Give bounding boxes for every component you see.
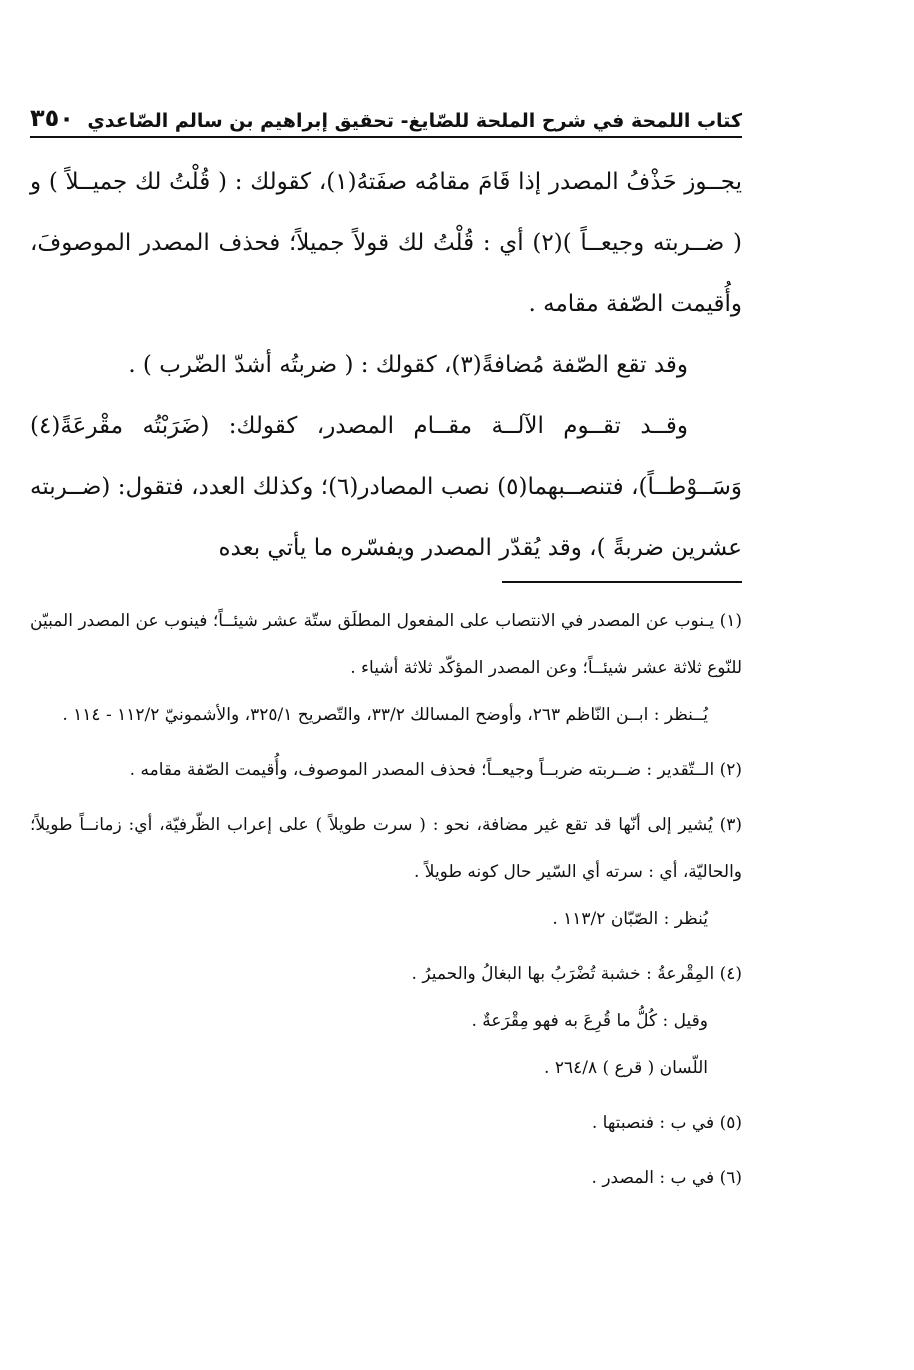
footnote-line: يُــنظر : ابــن النّاظم ٢٦٣، وأوضح المسالك ٣٣/٢، والتّصريح ٣٢٥/١، والأشمونيّ ١١٢/٢ - ١١٤ . [62, 705, 708, 725]
footnote-6 [30, 1155, 742, 1202]
footnote-line: (٤) المِقْرعةُ : خشبة تُضْرَبُ بها البغالُ والحميرُ . [411, 964, 742, 984]
footnote-5 [30, 1100, 742, 1147]
footnote-line: وقيل : كُلُّ ما قُرِعَ به فهو مِقْرَعةٌ . [471, 1011, 708, 1031]
paragraph: يجــوز حَذْفُ المصدر إذا قَامَ مقامُه صفَتهُ(١)، كقولك : ( قُلْتُ لك جميــلاً ) و ( ضــربته وجيعــاً )(٢) أي : قُلْتُ لك قولاً جميلاً؛ فحذف المصدر الموصوفَ، وأُقيمت الصّفة مقامه . [30, 169, 742, 317]
paragraph: وقد تقع الصّفة مُضافةً(٣)، كقولك : ( ضربتُه أشدّ الضّرب ) . [128, 352, 688, 378]
footnote-4 [30, 951, 742, 1092]
page-number: ٣٥٠ [30, 104, 74, 132]
footnote-1 [30, 598, 742, 739]
footnote-line: (٢) الــتّقدير : ضــربته ضربــاً وجيعــاً؛ فحذف المصدر الموصوف، وأُقيمت الصّفة مقامه . [129, 760, 742, 780]
footnote-line: (٥) في ب : فنصبتها . [591, 1113, 742, 1133]
footnotes [30, 598, 742, 1210]
footnote-line: (٦) في ب : المصدر . [591, 1168, 742, 1188]
footnote-line: اللّسان ( قرع ) ٢٦٤/٨ . [544, 1058, 708, 1078]
footnote-line: (١) يـنوب عن المصدر في الانتصاب على المفعول المطلَق ستّة عشر شيئــاً؛ فينوب عن المصدر المبيّن للنّوع ثلاثة عشر شيئــاً؛ وعن المصدر المؤكّد ثلاثة أشياء . [30, 611, 742, 678]
footnote-line: (٣) يُشير إلى أنّها قد تقع غير مضافة، نحو : ( سرت طويلاً ) على إعراب الظّرفيّة، أي: زمانــاً طويلاً؛ والحاليّة، أي : سرته أي السّير حال كونه طويلاً . [30, 815, 742, 882]
footnote-line: يُنظر : الصّبّان ١١٣/٢ . [552, 909, 708, 929]
header-title: كتاب اللمحة في شرح الملحة للصّايغ- تحقيق إبراهيم بن سالم الصّاعدي [87, 110, 742, 132]
footnote-3 [30, 802, 742, 943]
running-header [30, 104, 742, 138]
footnote-2 [30, 747, 742, 794]
main-text [30, 152, 742, 579]
paragraph: وقــد تقــوم الآلــة مقــام المصدر، كقولك: (ضَرَبْتُه مقْرعَةً(٤) وَسَــوْطــاً)، فتنصــبهما(٥) نصب المصادر(٦)؛ وكذلك العدد، فتقول: (ضــربته عشرين ضربةً )، وقد يُقدّر المصدر ويفسّره ما يأتي بعده [30, 413, 742, 561]
footnote-separator [502, 581, 742, 583]
